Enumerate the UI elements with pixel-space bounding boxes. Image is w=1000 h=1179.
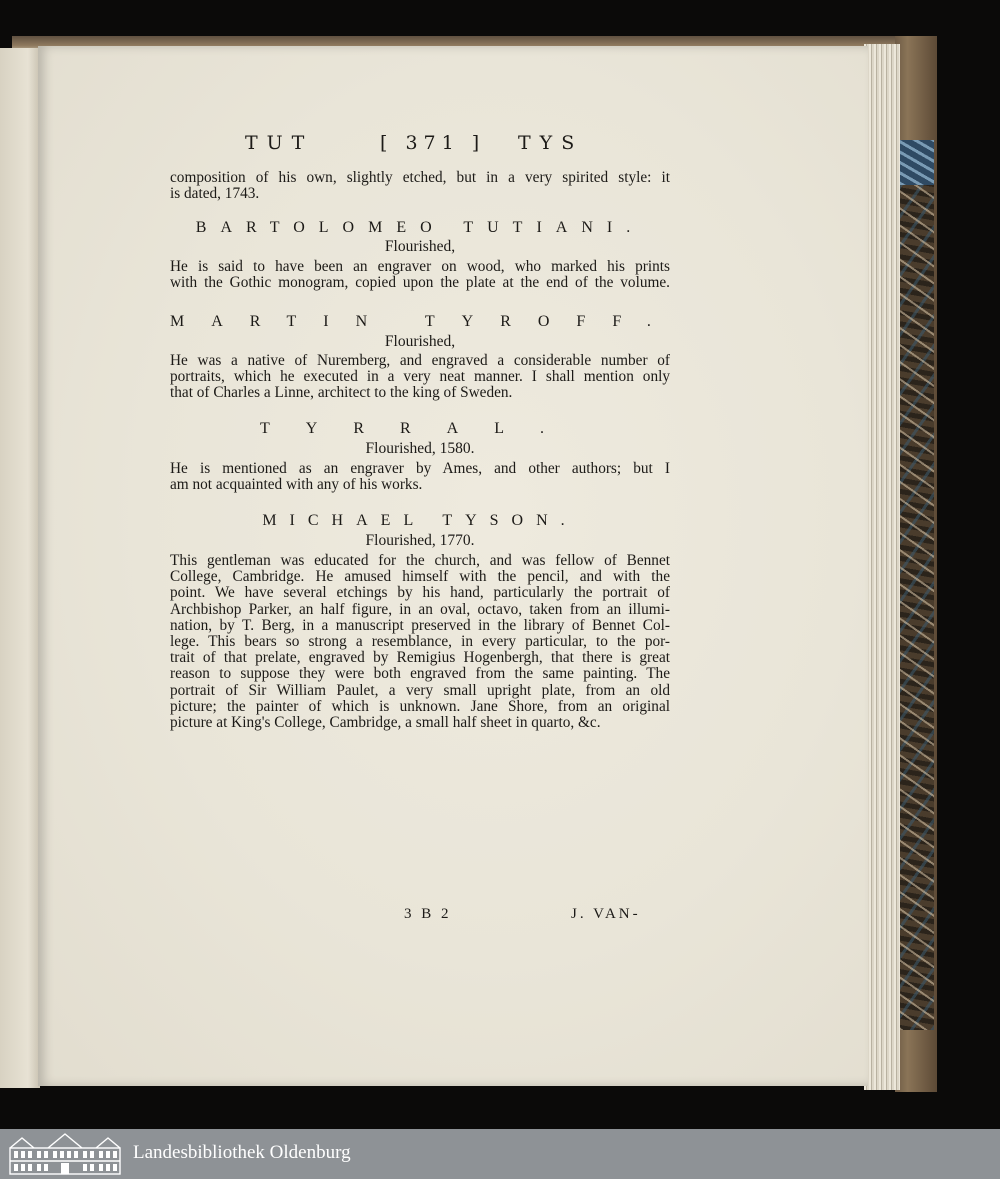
- running-head: [200, 132, 660, 158]
- entry-heading: BARTOLOMEO TUTIANI.: [195, 219, 645, 236]
- text-line: picture; the painter of which is unknown. Jane Shore, from an original: [170, 698, 670, 715]
- running-head-right: TYS: [518, 132, 584, 154]
- catchword: J. VAN-: [571, 906, 641, 922]
- entry-flourished: Flourished, 1580.: [365, 440, 475, 457]
- text-line: He was a native of Nuremberg, and engraved a considerable number of: [170, 353, 670, 369]
- signature-mark: 3 B 2: [404, 906, 452, 922]
- entry-flourished: Flourished,: [384, 333, 456, 350]
- marbled-cover: [900, 140, 934, 1030]
- entry-flourished: Flourished, 1770.: [365, 532, 475, 549]
- text-line: reason to suppose they were both engraved from the same painting. The: [170, 666, 670, 683]
- text-line: composition of his own, slightly etched, but in a very spirited style: it: [170, 170, 670, 186]
- text-line: portrait of Sir William Paulet, a very small upright plate, from an old: [170, 682, 670, 699]
- entry-paragraph: [170, 259, 670, 291]
- text-line: that of Charles a Linne, architect to the king of Sweden.: [170, 385, 513, 402]
- entry-heading: MARTIN TYROFF.: [170, 313, 678, 330]
- marbled-cover-blue: [900, 140, 934, 185]
- text-line: lege. This bears so strong a resemblance, in every particular, to the por-: [170, 634, 670, 651]
- text-line: portraits, which he executed in a very neat manner. I shall mention only: [170, 369, 670, 386]
- entry-heading: TYRRAL.: [260, 420, 580, 437]
- entry-paragraph: [170, 461, 670, 493]
- left-page-edge: [0, 48, 40, 1088]
- entry-flourished: Flourished,: [384, 238, 456, 255]
- text-line: point. We have several etchings by his hand, particularly the portrait of: [170, 585, 670, 602]
- library-building-logo: [8, 1132, 122, 1176]
- text-line: He is mentioned as an engraver by Ames, and other authors; but I: [170, 461, 670, 477]
- page-number: [ 371 ]: [380, 132, 486, 154]
- text-line: College, Cambridge. He amused himself with the pencil, and with the: [170, 569, 670, 586]
- text-line: with the Gothic monogram, copied upon the plate at the end of the volume.: [170, 275, 670, 292]
- text-line: am not acquainted with any of his works.: [170, 477, 423, 494]
- library-name: Landesbibliothek Oldenburg: [133, 1142, 351, 1163]
- text-line: picture at King's College, Cambridge, a small half sheet in quarto, &c.: [170, 715, 601, 732]
- entry-paragraph: [170, 353, 670, 402]
- text-line: This gentleman was educated for the church, and was fellow of Bennet: [170, 553, 670, 569]
- text-line: He is said to have been an engraver on wood, who marked his prints: [170, 259, 670, 275]
- intro-paragraph: [170, 170, 670, 202]
- text-line: is dated, 1743.: [170, 186, 260, 203]
- text-line: Archbishop Parker, an half figure, in an oval, octavo, taken from an illumi-: [170, 601, 670, 618]
- running-head-left: TUT: [245, 132, 314, 154]
- text-line: nation, by T. Berg, in a manuscript preserved in the library of Bennet Col-: [170, 617, 670, 634]
- text-line: trait of that prelate, engraved by Remigius Hogenbergh, that there is great: [170, 650, 670, 667]
- entry-heading: MICHAEL TYSON.: [262, 512, 578, 529]
- page-stack-edges: [864, 44, 900, 1090]
- entry-paragraph: [170, 553, 670, 731]
